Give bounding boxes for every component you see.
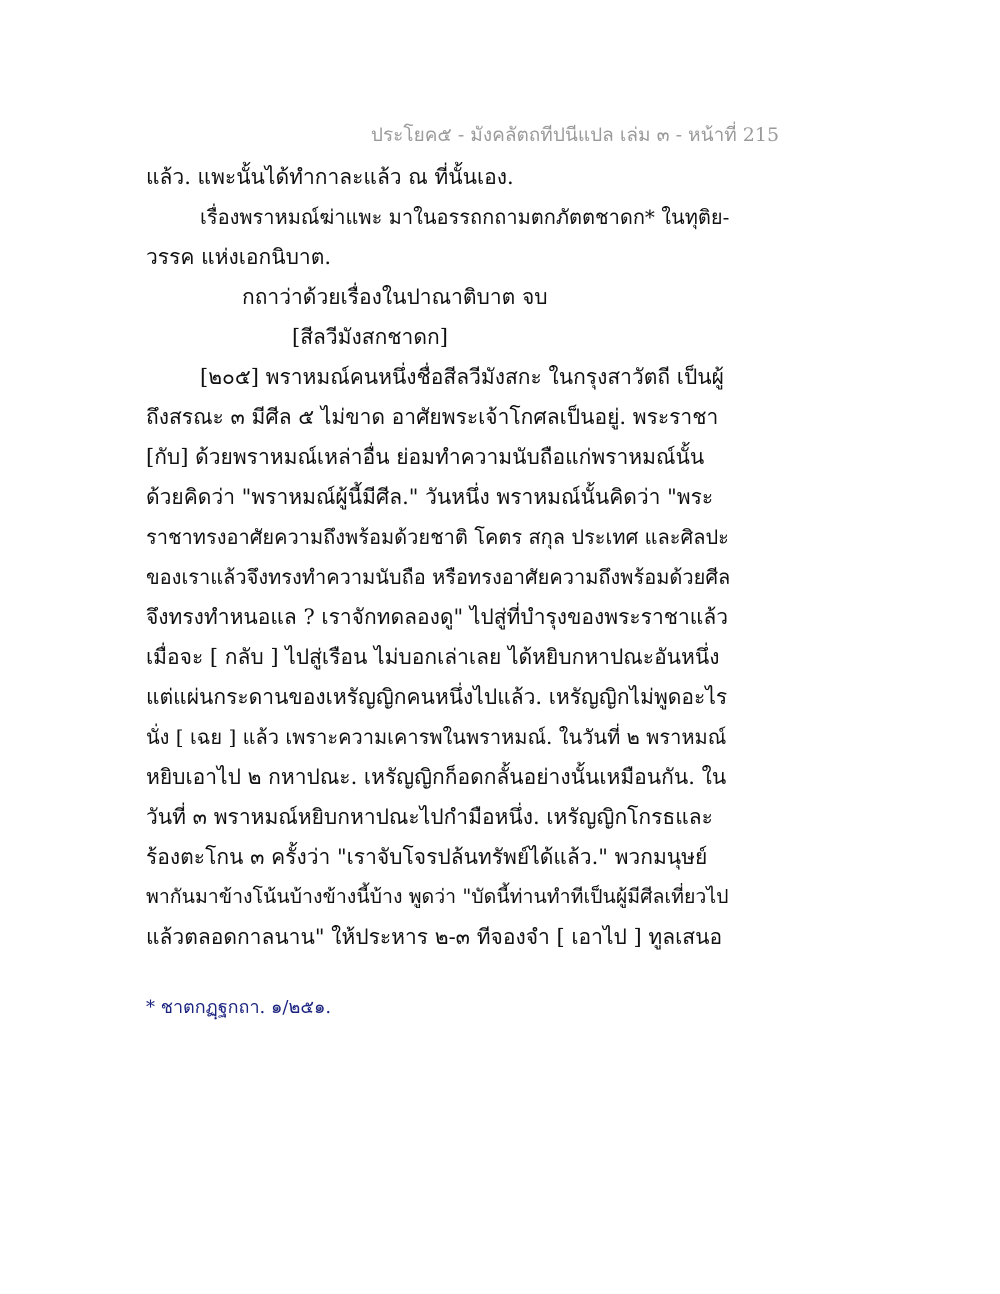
footnote: * ชาตกฏฺฐกถา. ๑/๒๕๑. bbox=[146, 997, 332, 1018]
body-line: ถึงสรณะ ๓ มีศีล ๕ ไม่ขาด อาศัยพระเจ้าโกศลเป็นอยู่. พระราชา bbox=[146, 405, 719, 429]
body-line: ราชาทรงอาศัยความถึงพร้อมด้วยชาติ โคตร สกุล ประเทศ และศิลปะ bbox=[146, 525, 729, 549]
body-text bbox=[146, 157, 736, 957]
body-line: ด้วยคิดว่า "พราหมณ์ผู้นี้มีศีล." วันหนึ่ง พราหมณ์นั้นคิดว่า "พระ bbox=[146, 485, 714, 509]
body-line: วรรค แห่งเอกนิบาต. bbox=[146, 245, 332, 269]
body-line: แล้วตลอดกาลนาน" ให้ประหาร ๒-๓ ทีจองจำ [ เอาไป ] ทูลเสนอ bbox=[146, 925, 723, 949]
running-header bbox=[0, 120, 1000, 150]
body-line: ร้องตะโกน ๓ ครั้งว่า "เราจับโจรปล้นทรัพย์ได้แล้ว." พวกมนุษย์ bbox=[146, 845, 708, 869]
body-line: เรื่องพราหมณ์ฆ่าแพะ มาในอรรถกถามตกภัตตชาดก* ในทุติย- bbox=[200, 205, 730, 229]
body-line: แล้ว. แพะนั้นได้ทำกาละแล้ว ณ ที่นั้นเอง. bbox=[146, 165, 514, 189]
body-line: [๒๐๕] พราหมณ์คนหนึ่งชื่อสีลวีมังสกะ ในกรุงสาวัตถี เป็นผู้ bbox=[200, 365, 724, 389]
section-end-heading: กถาว่าด้วยเรื่องในปาณาติบาต จบ bbox=[242, 285, 548, 309]
running-header-text: ประโยค๕ - มังคลัตถทีปนีแปล เล่ม ๓ - หน้าที่ 215 bbox=[370, 124, 780, 146]
body-line: นั่ง [ เฉย ] แล้ว เพราะความเคารพในพราหมณ์. ในวันที่ ๒ พราหมณ์ bbox=[146, 725, 727, 749]
body-line: แต่แผ่นกระดานของเหรัญญิกคนหนึ่งไปแล้ว. เหรัญญิกไม่พูดอะไร bbox=[146, 685, 728, 709]
section-title-heading: [สีลวีมังสกชาดก] bbox=[292, 325, 448, 349]
body-line: จึงทรงทำหนอแล ? เราจักทดลองดู" ไปสู่ที่บำรุงของพระราชาแล้ว bbox=[146, 605, 728, 629]
body-line: วันที่ ๓ พราหมณ์หยิบกหาปณะไปกำมือหนึ่ง. เหรัญญิกโกรธและ bbox=[146, 805, 713, 829]
body-line: พากันมาข้างโน้นบ้างข้างนี้บ้าง พูดว่า "บัดนี้ท่านทำทีเป็นผู้มีศีลเที่ยวไป bbox=[146, 885, 729, 908]
body-line: หยิบเอาไป ๒ กหาปณะ. เหรัญญิกก็อดกลั้นอย่างนั้นเหมือนกัน. ใน bbox=[146, 765, 727, 789]
body-line: ของเราแล้วจึงทรงทำความนับถือ หรือทรงอาศัยความถึงพร้อมด้วยศีล bbox=[146, 565, 731, 589]
body-line: เมื่อจะ [ กลับ ] ไปสู่เรือน ไม่บอกเล่าเลย ได้หยิบกหาปณะอันหนึ่ง bbox=[146, 645, 720, 669]
body-line: [กับ] ด้วยพราหมณ์เหล่าอื่น ย่อมทำความนับถือแก่พราหมณ์นั้น bbox=[146, 445, 705, 469]
